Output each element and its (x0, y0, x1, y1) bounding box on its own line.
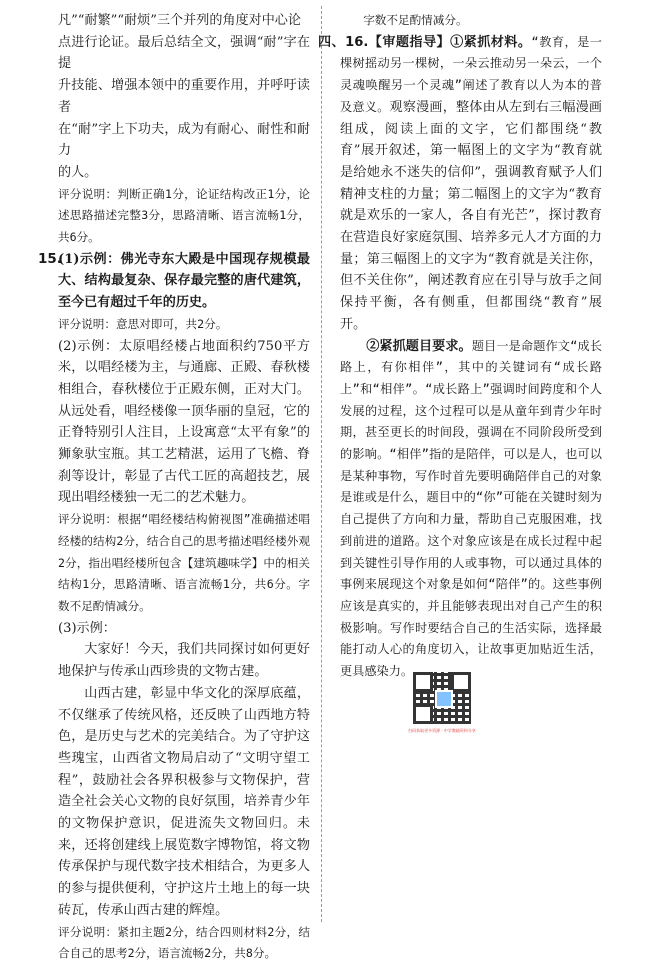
section-label: 四、 (318, 34, 346, 50)
scoring-note-15-1: 评分说明：意思对即可，共2分。 (58, 316, 228, 331)
comic-analysis: 观察漫画，整体由从左到右三幅漫画组成，阅读上面的文字，它们都围绕“教育”展开叙述，第一幅图上的文字为“教育就是给她永不迷失的信仰”，强调教育赋予人们精神支柱的力量；第二幅图上的文字为“教育就是欢乐的一家人，各自有光芒”，探讨教育在营造良好家庭氛围、培养多元人才方面的力量；第三幅图上的文字为“教育就是关注你，但不关住你”，阐述教育应在引导与放手之间保持平衡，各有侧重，但都围绕“教育”展开。 (340, 99, 603, 332)
question-number-16: 16. (345, 34, 369, 50)
requirement-body: 题目一是命题作文“成长路上，有你相伴”，其中的关键词有“成长路上”和“相伴”。“成长路上”强调时间跨度和个人发展的过程，这个过程可以是从童年到青少年时期，甚至更长的时间段，强调在不同阶段所受到的影响。“相伴”指的是陪伴，可以是人，也可以是某种事物，写作时首先要明确陪伴自己的对象是谁或是什么，题目中的“你”可能在关键时刻为自己提供了方向和力量，帮助自己克服困难，找到前进的道路。这个对象应该是在成长过程中起到关键性引导作用的人或事物，可以通过具体的事例来展现这个对象是如何“陪伴”的。这些事例应该是真实的，并且能够表现出对自己产生的积极影响。写作时要结合自己的生活实际，选择最能打动人心的角度切入，让故事更加贴近生活，更具感染力。 (340, 338, 603, 679)
question-15 (38, 249, 310, 314)
column-divider (321, 6, 322, 922)
requirement-block (340, 336, 602, 683)
qr-finder-pattern (413, 672, 433, 692)
qr-code[interactable] (413, 672, 471, 724)
answer-15-1: (1)示例：佛光寺东大殿是中国现存规模最大、结构最复杂、保存最完整的唐代建筑，至今已有超过千年的历史。 (58, 251, 310, 311)
scoring-note-14: 评分说明：判断正确1分，论证结构改正1分，论述思路描述完整3分，思路清晰、语言流畅1分，共6分。 (58, 186, 310, 245)
continued-line: 升技能、增强本领中的重要作用，并呼吁读者 (58, 78, 310, 115)
scoring-note-15-3: 评分说明：紧扣主题2分，结合四则材料2分，结合自己的思考2分，语言流畅2分，共8分。 (58, 924, 310, 961)
material-quote: “教育，是一棵树摇动另一棵树，一朵云推动另一朵云，一个灵魂唤醒另一个灵魂”阐述了教育以人为本的普及意义。 (340, 34, 602, 114)
question-number-15: 15. (38, 250, 62, 267)
speech-paragraph-1: 大家好！今天，我们共同探讨如何更好地保护与传承山西珍贵的文物古建。 (58, 642, 310, 680)
answer-15-2: (2)示例：太原唱经楼占地面积约750平方米，以唱经楼为主，与通廊、正殿、春秋楼相组合，春秋楼位于正殿东侧，正对大门。从远处看，唱经楼像一顶华丽的皇冠，它的正脊特别引人注目，上设寓意“太平有象”的狮象驮宝瓶。其工艺精湛，运用了飞檐、脊刹等设计，彰显了古代工匠的高超技艺，展现出唱经楼独一无二的艺术魅力。 (58, 338, 310, 506)
answer-15-3-label: (3)示例： (58, 620, 116, 636)
right-column (318, 10, 603, 683)
speech-paragraph-2: 山西古建，彰显中华文化的深厚底蕴，不仅继承了传统风格，还反映了山西地方特色，是历史与艺术的完美结合。为了守护这些瑰宝，山西省文物局启动了“文明守望工程”，鼓励社会各界积极参与文物保护，营造全社会关心文物的良好氛围，培养青少年的文物保护意识，促进流失文物回归。未来，还将创建线上展览数字博物馆，将文物传承保护与现代数字技术相结合，为更多人的参与提供便利，守护这片土地上的每一块砖瓦，传承山西古建的辉煌。 (58, 685, 310, 918)
continued-line: 在“耐”字上下功夫，成为有耐心、耐性和耐力 (58, 121, 310, 159)
continued-line: 凡”“耐繁”“耐烦”三个并列的角度对中心论 (58, 13, 301, 28)
continued-line: 点进行论证。最后总结全文，强调“耐”字在提 (58, 34, 310, 72)
continued-line: 字数不足酌情减分。 (363, 13, 468, 27)
qr-logo-icon (435, 690, 453, 708)
left-column (38, 10, 310, 965)
scoring-note-15-2: 评分说明：根据“唱经楼结构俯视图”准确描述唱经楼的结构2分，结合自己的思考描述唱经楼外观2分，指出唱经楼所包含【建筑趣味学】中的相关结构1分，思路清晰、语言流畅1分，共6分。字数不足酌情减分。 (58, 512, 310, 613)
question-16-block (318, 32, 603, 336)
requirement-heading: ②紧抓题目要求。 (366, 338, 472, 354)
review-guide-heading: 【审题指导】①紧抓材料。 (368, 34, 532, 50)
qr-finder-pattern (413, 704, 433, 724)
continued-line: 的人。 (58, 164, 98, 180)
qr-caption: 扫码获取更多资源 · 中学教辅资料分享 (408, 728, 476, 733)
qr-finder-pattern (451, 672, 471, 692)
